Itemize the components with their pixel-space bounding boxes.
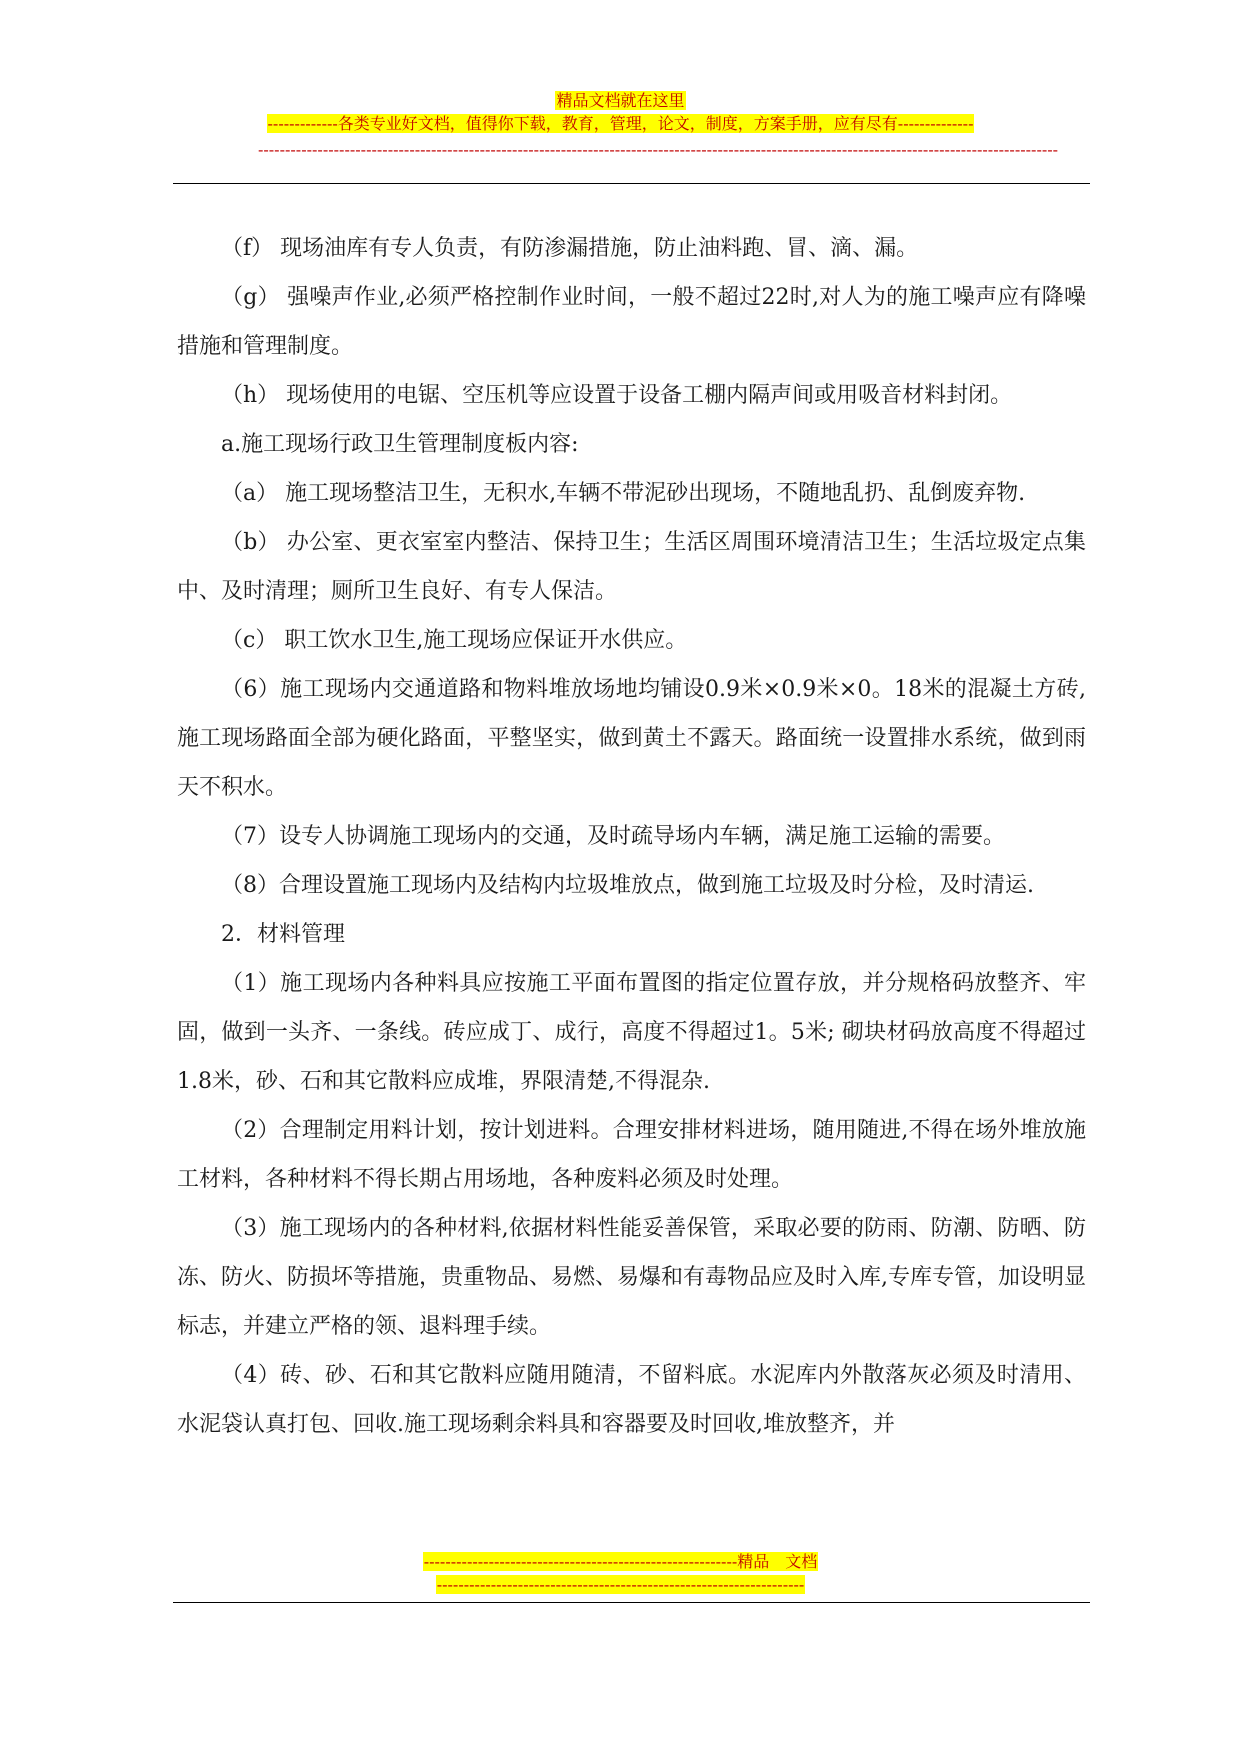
- footer-label: [0, 1551, 1241, 1573]
- paragraph: （6）施工现场内交通道路和物料堆放场地均铺设0.9米×0.9米×0。18米的混凝土方砖,施工现场路面全部为硬化路面，平整坚实，做到黄土不露天。路面统一设置排水系统，做到雨天不积水。: [177, 677, 1086, 800]
- header-slogan-text: -------------各类专业好文档，值得你下载，教育，管理，论文，制度，方案手册，应有尽有--------------: [267, 114, 974, 133]
- footer-dash-line: [0, 1574, 1241, 1596]
- paragraph: （4）砖、砂、石和其它散料应随用随清，不留料底。水泥库内外散落灰必须及时清用、水泥袋认真打包、回收.施工现场剩余料具和容器要及时回收,堆放整齐，并: [177, 1363, 1086, 1437]
- paragraph: （1）施工现场内各种料具应按施工平面布置图的指定位置存放，并分规格码放整齐、牢固，做到一头齐、一条线。砖应成丁、成行，高度不得超过1。5米; 砌块材码放高度不得超过1.8米，砂、石和其它散料应成堆，界限清楚,不得混杂.: [177, 971, 1086, 1094]
- section-heading: 2．材料管理: [221, 922, 345, 947]
- document-body: [177, 224, 1086, 1449]
- paragraph: （7）设专人协调施工现场内的交通，及时疏导场内车辆，满足施工运输的需要。: [221, 824, 1005, 849]
- header-rule: [173, 183, 1090, 184]
- paragraph: （2）合理制定用料计划，按计划进料。合理安排材料进场，随用随进,不得在场外堆放施工材料，各种材料不得长期占用场地，各种废料必须及时处理。: [177, 1118, 1086, 1192]
- paragraph: （c） 职工饮水卫生,施工现场应保证开水供应。: [221, 628, 688, 653]
- paragraph: （a） 施工现场整洁卫生，无积水,车辆不带泥砂出现场，不随地乱扔、乱倒废弃物.: [221, 481, 1026, 506]
- paragraph: a.施工现场行政卫生管理制度板内容:: [221, 432, 579, 457]
- paragraph: （8）合理设置施工现场内及结构内垃圾堆放点，做到施工垃圾及时分检，及时清运.: [221, 873, 1034, 898]
- paragraph: （h） 现场使用的电锯、空压机等应设置于设备工棚内隔声间或用吸音材料封闭。: [221, 383, 1013, 408]
- paragraph: （b） 办公室、更衣室室内整洁、保持卫生；生活区周围环境清洁卫生；生活垃圾定点集中、及时清理；厕所卫生良好、有专人保洁。: [177, 530, 1086, 604]
- paragraph: （f） 现场油库有专人负责，有防渗漏措施，防止油料跑、冒、滴、漏。: [221, 236, 919, 261]
- footer-dash-text: --------------------------------------------------------------------: [436, 1575, 805, 1594]
- header-slogan: [0, 113, 1241, 135]
- paragraph: （g） 强噪声作业,必须严格控制作业时间，一般不超过22时,对人为的施工噪声应有降噪措施和管理制度。: [177, 285, 1086, 359]
- header-dash-line: ----------------------------------------------------------------------------------------------------------------------------------------------------: [257, 140, 1059, 159]
- footer-rule: [173, 1602, 1090, 1603]
- paragraph: （3）施工现场内的各种材料,依据材料性能妥善保管，采取必要的防雨、防潮、防晒、防冻、防火、防损坏等措施，贵重物品、易燃、易爆和有毒物品应及时入库,专库专管，加设明显标志，并建立严格的领、退料理手续。: [177, 1216, 1086, 1339]
- header-title: [0, 90, 1241, 112]
- footer-label-text: ----------------------------------------------------------精品 文档: [423, 1552, 818, 1571]
- header-title-text: 精品文档就在这里: [556, 91, 685, 110]
